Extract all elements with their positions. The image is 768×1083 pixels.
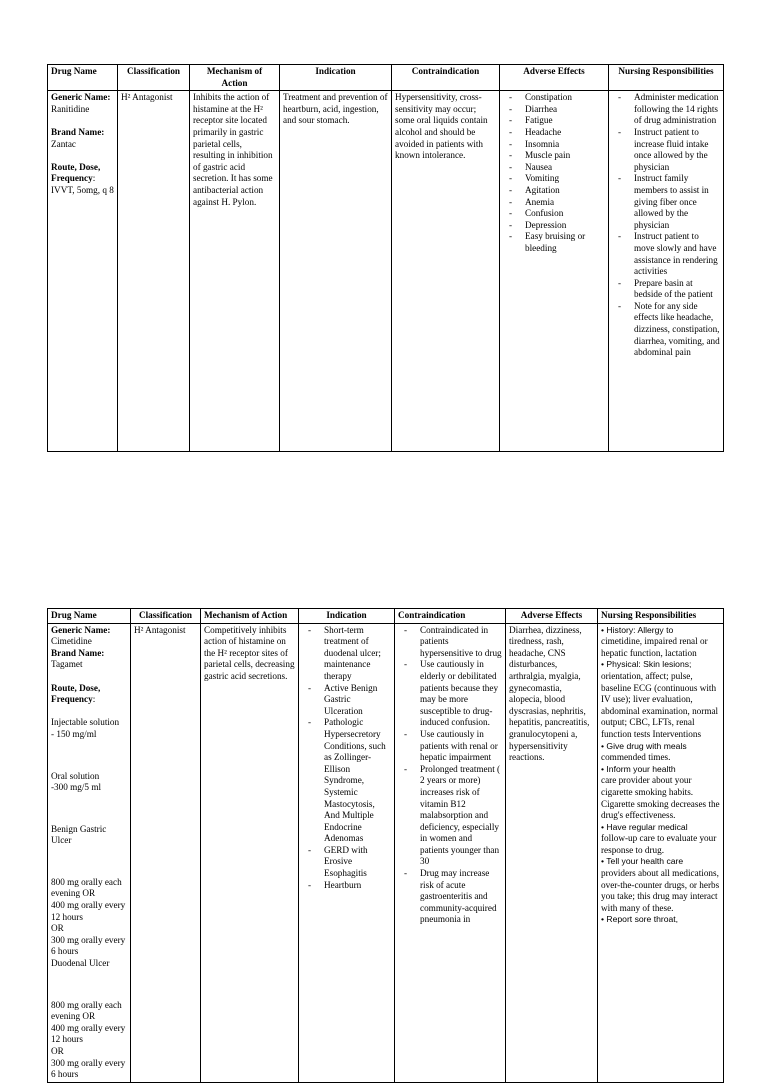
list-item: - Confusion <box>503 208 605 220</box>
dose-line: OR <box>51 923 64 934</box>
drug-table-ranitidine <box>47 64 724 452</box>
list-item: - Constipation <box>503 92 605 104</box>
generic-name-label: Generic Name: <box>51 624 111 635</box>
mechanism-cell: Inhibits the action of histamine at the H² receptor site located primarily in gastric parietal cells, resulting in inhibition of gastric acid secretion. It has some antibacterial action against H. Pylon. <box>190 91 280 452</box>
nursing-cell <box>609 91 724 452</box>
nursing-item <box>601 764 720 822</box>
header-drug-name: Drug Name <box>48 65 118 91</box>
list-item: - Nausea <box>503 162 605 174</box>
table-header-row <box>48 65 724 91</box>
nursing-text: cimetidine, impaired renal or hepatic function, lactation <box>601 636 708 658</box>
dose-line: 300 mg orally every 6 hours <box>51 1057 126 1080</box>
nursing-text: care provider about your cigarette smoking habits. Cigarette smoking decreases the drug's effectiveness. <box>601 775 720 821</box>
mechanism-cell: Competitively inhibits action of histamine on the H² receptor sites of parietal cells, decreasing gastric acid secretions. <box>201 623 299 1082</box>
brand-name-value: Zantac <box>51 138 76 149</box>
classification-cell: H² Antagonist <box>118 91 190 452</box>
list-item: - GERD with Erosive Esophagitis <box>302 845 391 880</box>
list-item: - Instruct family members to assist in giving fiber once allowed by the physician <box>612 173 720 231</box>
header-indication: Indication <box>299 609 395 624</box>
list-item: - Instruct patient to move slowly and have assistance in rendering activities <box>612 231 720 277</box>
list-item: - Depression <box>503 220 605 232</box>
dose-line: 800 mg orally each evening OR <box>51 999 122 1022</box>
header-drug-name: Drug Name <box>48 609 131 624</box>
adverse-effects-cell <box>500 91 609 452</box>
list-item: - Agitation <box>503 185 605 197</box>
list-item: - Vomiting <box>503 173 605 185</box>
list-item: - Use cautiously in elderly or debilitated patients because they may be more susceptible to drug-induced confusion. <box>398 659 502 729</box>
nursing-list <box>612 92 720 359</box>
classification-cell: H² Antagonist <box>131 623 201 1082</box>
route-colon: : <box>92 694 96 705</box>
list-item: - Muscle pain <box>503 150 605 162</box>
nursing-item <box>601 822 720 857</box>
generic-name-label: Generic Name: <box>51 92 111 103</box>
adverse-effects-cell: Diarrhea, dizziness, tiredness, rash, headache, CNS disturbances, arthralgia, myalgia, gynecomastia, alopecia, blood dyscrasias, nephritis, hepatitis, pancreatitis, granulocytopeni a, hypersensitivity reactions. <box>506 623 598 1082</box>
nursing-lead: • History: <box>601 625 636 635</box>
indication-cell: Treatment and prevention of heartburn, acid, ingestion, and sour stomach. <box>280 91 392 452</box>
header-contraindication: Contraindication <box>395 609 506 624</box>
nursing-text: orientation, affect; pulse, baseline ECG (continuous with IV use); liver evaluation, abdominal examination, normal output; CBC, LFTs, renal function tests Interventions <box>601 670 719 739</box>
header-nursing: Nursing Responsibilities <box>598 609 724 624</box>
list-item: - Easy bruising or bleeding <box>503 231 605 254</box>
header-nursing: Nursing Responsibilities <box>609 65 724 91</box>
list-item: - Anemia <box>503 197 605 209</box>
route-label: Route, Dose, Frequency <box>51 161 101 184</box>
nursing-lead-rest: Skin lesions; <box>640 659 692 670</box>
dose-line: Injectable solution <box>51 717 120 728</box>
dose-line <box>51 750 127 762</box>
dose-line: Benign Gastric Ulcer <box>51 823 107 846</box>
table-row <box>48 91 724 452</box>
list-item: - Prolonged treatment ( 2 years or more) increases risk of vitamin B12 malabsorption and deficiency, especially in women and patients younger than 30 <box>398 764 502 868</box>
header-adverse-effects: Adverse Effects <box>506 609 598 624</box>
brand-name-label: Brand Name: <box>51 126 105 137</box>
route-colon: : <box>92 173 96 184</box>
nursing-item <box>601 741 720 764</box>
table-header-row <box>48 609 724 624</box>
dose-line <box>51 979 127 991</box>
header-contraindication: Contraindication <box>392 65 500 91</box>
dose-line: 800 mg orally each evening OR <box>51 876 122 899</box>
drug-table-cimetidine <box>47 608 724 1083</box>
nursing-cell <box>598 623 724 1082</box>
dose-line: 400 mg orally every 12 hours <box>51 900 126 922</box>
adverse-effects-list <box>503 92 605 254</box>
nursing-lead: • Inform your health <box>601 764 676 774</box>
brand-name-value: Tagamet <box>51 659 83 670</box>
nursing-lead: • Tell your health care <box>601 856 683 866</box>
header-mechanism: Mechanism of Action <box>190 65 280 91</box>
list-item: - Pathologic Hypersecretory Conditions, such as Zollinger-Ellison Syndrome, Systemic Mastocytosis, And Multiple Endocrine Adenomas <box>302 717 391 845</box>
dose-line: -300 mg/5 ml <box>51 782 102 793</box>
list-item: - Heartburn <box>302 880 391 892</box>
route-value: IVVT, 5omg, q 8 <box>51 184 114 195</box>
list-item: - Contraindicated in patients hypersensitive to drug <box>398 625 502 660</box>
dose-line: - 150 mg/ml <box>51 728 97 739</box>
list-item: - Administer medication following the 14 rights of drug administration <box>612 92 720 127</box>
nursing-item <box>601 914 720 926</box>
nursing-lead: • Physical: <box>601 659 641 669</box>
list-item: - Short-term treatment of duodenal ulcer; maintenance therapy <box>302 625 391 683</box>
contraindication-cell: Hypersensitivity, cross-sensitivity may occur; some oral liquids contain alcohol and should be avoided in patients with known intolerance. <box>392 91 500 452</box>
indication-cell <box>299 623 395 1082</box>
nursing-lead: • Report sore throat, <box>601 914 678 924</box>
list-item: - Headache <box>503 127 605 139</box>
dose-line <box>51 856 127 868</box>
contraindication-list <box>398 625 502 926</box>
list-item: - Prepare basin at bedside of the patient <box>612 278 720 301</box>
route-label: Route, Dose, Frequency <box>51 682 101 705</box>
dose-line: Duodenal Ulcer <box>51 957 110 968</box>
list-item: - Diarrhea <box>503 104 605 116</box>
header-classification: Classification <box>131 609 201 624</box>
nursing-lead: • Have regular medical <box>601 822 688 832</box>
dose-list <box>51 717 127 1080</box>
nursing-lead: • Give drug with meals <box>601 741 687 751</box>
list-item: - Drug may increase risk of acute gastroenteritis and community-acquired pneumonia in <box>398 868 502 926</box>
list-item: - Use cautiously in patients with renal or hepatic impairment <box>398 729 502 764</box>
list-item: - Fatigue <box>503 115 605 127</box>
brand-name-label: Brand Name: <box>51 647 105 658</box>
nursing-item <box>601 659 720 740</box>
dose-line: Oral solution <box>51 770 100 781</box>
generic-name-value: Cimetidine <box>51 636 92 647</box>
generic-name-value: Ranitidine <box>51 103 90 114</box>
dose-line <box>51 803 127 815</box>
nursing-lead-rest: Allergy to <box>635 624 674 635</box>
list-item: - Note for any side effects like headache, dizziness, constipation, diarrhea, vomiting, and abdominal pain <box>612 301 720 359</box>
header-mechanism: Mechanism of Action <box>201 609 299 624</box>
nursing-item <box>601 625 720 660</box>
list-item: - Active Benign Gastric Ulceration <box>302 683 391 718</box>
dose-line: 300 mg orally every 6 hours <box>51 934 126 957</box>
list-item: - Instruct patient to increase fluid intake once allowed by the physician <box>612 127 720 173</box>
indication-list <box>302 625 391 892</box>
header-indication: Indication <box>280 65 392 91</box>
nursing-text: follow-up care to evaluate your response to drug. <box>601 833 717 855</box>
dose-line: OR <box>51 1045 64 1056</box>
header-adverse-effects: Adverse Effects <box>500 65 609 91</box>
contraindication-cell <box>395 623 506 1082</box>
list-item: - Insomnia <box>503 139 605 151</box>
nursing-item <box>601 856 720 914</box>
drug-name-cell <box>48 623 131 1082</box>
nursing-text: commended times. <box>601 752 671 763</box>
dose-line: 400 mg orally every 12 hours <box>51 1022 126 1045</box>
nursing-text: providers about all medications, over-the-counter drugs, or herbs you take; this drug may interact with many of these. <box>601 868 720 913</box>
table-row <box>48 623 724 1082</box>
header-classification: Classification <box>118 65 190 91</box>
drug-name-cell <box>48 91 118 452</box>
